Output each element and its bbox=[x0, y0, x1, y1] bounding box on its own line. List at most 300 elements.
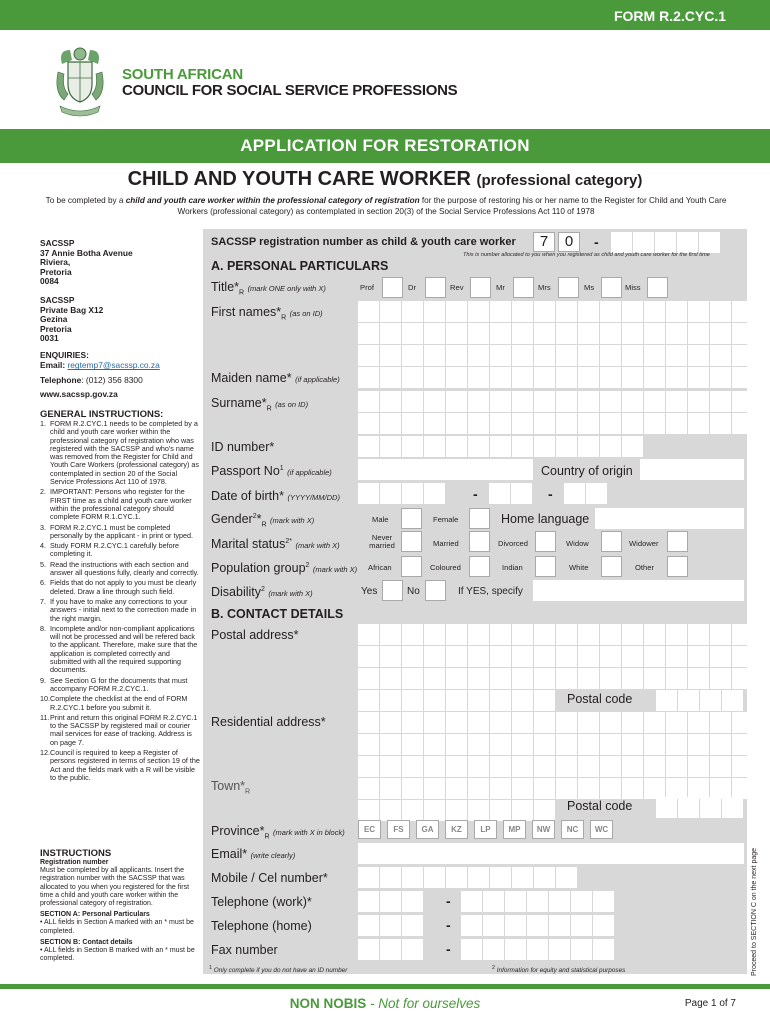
char-box[interactable] bbox=[666, 734, 687, 755]
char-box[interactable] bbox=[710, 778, 731, 799]
char-box[interactable] bbox=[578, 345, 599, 366]
char-box[interactable] bbox=[622, 367, 643, 388]
char-box[interactable] bbox=[710, 624, 731, 645]
char-box[interactable] bbox=[688, 367, 709, 388]
digit-box[interactable] bbox=[678, 797, 699, 818]
char-box[interactable] bbox=[424, 624, 445, 645]
char-box[interactable] bbox=[534, 367, 555, 388]
char-box[interactable] bbox=[710, 301, 731, 322]
char-box[interactable] bbox=[622, 624, 643, 645]
char-box[interactable] bbox=[710, 345, 731, 366]
title-checkbox-mr[interactable] bbox=[513, 277, 534, 298]
char-box[interactable] bbox=[622, 345, 643, 366]
char-box[interactable] bbox=[402, 624, 423, 645]
char-box[interactable] bbox=[534, 345, 555, 366]
postal-address-boxes[interactable] bbox=[358, 646, 753, 667]
char-box[interactable] bbox=[468, 323, 489, 344]
char-box[interactable] bbox=[666, 413, 687, 434]
digit-box[interactable] bbox=[512, 867, 533, 888]
char-box[interactable] bbox=[446, 800, 467, 821]
char-box[interactable] bbox=[512, 690, 533, 711]
digit-box[interactable] bbox=[534, 867, 555, 888]
char-box[interactable] bbox=[578, 391, 599, 412]
gender-checkbox-female[interactable] bbox=[469, 508, 490, 529]
char-box[interactable] bbox=[358, 668, 379, 689]
char-box[interactable] bbox=[556, 367, 577, 388]
digit-box[interactable] bbox=[402, 891, 423, 912]
char-box[interactable] bbox=[468, 734, 489, 755]
char-box[interactable] bbox=[358, 778, 379, 799]
maiden-name-boxes[interactable] bbox=[358, 367, 753, 388]
char-box[interactable] bbox=[732, 624, 753, 645]
digit-box[interactable] bbox=[505, 939, 526, 960]
province-box-fs[interactable]: FS bbox=[387, 820, 410, 839]
char-box[interactable] bbox=[534, 323, 555, 344]
char-box[interactable] bbox=[490, 668, 511, 689]
char-box[interactable] bbox=[468, 712, 489, 733]
char-box[interactable] bbox=[380, 690, 401, 711]
disability-specify-input[interactable] bbox=[533, 580, 744, 601]
char-box[interactable] bbox=[534, 800, 555, 821]
char-box[interactable] bbox=[490, 345, 511, 366]
char-box[interactable] bbox=[556, 778, 577, 799]
char-box[interactable] bbox=[732, 301, 753, 322]
char-box[interactable] bbox=[358, 734, 379, 755]
digit-box[interactable] bbox=[380, 939, 401, 960]
marital-checkbox-widow[interactable] bbox=[601, 531, 622, 552]
char-box[interactable] bbox=[402, 646, 423, 667]
char-box[interactable] bbox=[578, 712, 599, 733]
digit-box[interactable] bbox=[402, 939, 423, 960]
char-box[interactable] bbox=[578, 301, 599, 322]
char-box[interactable] bbox=[402, 734, 423, 755]
char-box[interactable] bbox=[688, 301, 709, 322]
postal-address-boxes[interactable] bbox=[358, 690, 555, 711]
home-language-input[interactable] bbox=[595, 508, 744, 529]
char-box[interactable] bbox=[622, 734, 643, 755]
char-box[interactable] bbox=[534, 624, 555, 645]
char-box[interactable] bbox=[732, 646, 753, 667]
char-box[interactable] bbox=[556, 734, 577, 755]
char-box[interactable] bbox=[556, 413, 577, 434]
char-box[interactable] bbox=[424, 301, 445, 322]
char-box[interactable] bbox=[688, 646, 709, 667]
digit-box[interactable] bbox=[424, 483, 445, 504]
postal-address-boxes[interactable] bbox=[358, 624, 753, 645]
char-box[interactable] bbox=[446, 668, 467, 689]
char-box[interactable] bbox=[688, 756, 709, 777]
char-box[interactable] bbox=[556, 345, 577, 366]
reg-digit-box[interactable] bbox=[655, 232, 676, 253]
char-box[interactable] bbox=[622, 712, 643, 733]
population-checkbox-african[interactable] bbox=[401, 556, 422, 577]
title-checkbox-prof[interactable] bbox=[382, 277, 403, 298]
char-box[interactable] bbox=[468, 413, 489, 434]
char-box[interactable] bbox=[512, 301, 533, 322]
char-box[interactable] bbox=[380, 734, 401, 755]
char-box[interactable] bbox=[600, 301, 621, 322]
province-box-ec[interactable]: EC bbox=[358, 820, 381, 839]
residential-address-boxes[interactable] bbox=[358, 734, 753, 755]
char-box[interactable] bbox=[380, 301, 401, 322]
char-box[interactable] bbox=[468, 646, 489, 667]
digit-box[interactable] bbox=[380, 867, 401, 888]
digit-box[interactable] bbox=[593, 891, 614, 912]
population-checkbox-other[interactable] bbox=[667, 556, 688, 577]
first-names-boxes[interactable] bbox=[358, 323, 753, 344]
digit-box[interactable] bbox=[483, 939, 504, 960]
char-box[interactable] bbox=[424, 800, 445, 821]
char-box[interactable] bbox=[446, 646, 467, 667]
tel-work-boxes[interactable] bbox=[461, 891, 614, 912]
digit-box[interactable] bbox=[490, 436, 511, 457]
char-box[interactable] bbox=[490, 756, 511, 777]
char-box[interactable] bbox=[534, 712, 555, 733]
reg-digit-box[interactable] bbox=[611, 232, 632, 253]
char-box[interactable] bbox=[534, 690, 555, 711]
char-box[interactable] bbox=[534, 391, 555, 412]
disability-checkbox-no[interactable] bbox=[425, 580, 446, 601]
char-box[interactable] bbox=[688, 345, 709, 366]
digit-box[interactable] bbox=[380, 436, 401, 457]
dob-day-boxes[interactable] bbox=[564, 483, 607, 504]
char-box[interactable] bbox=[446, 734, 467, 755]
digit-box[interactable] bbox=[446, 436, 467, 457]
digit-box[interactable] bbox=[358, 436, 379, 457]
residential-address-boxes[interactable] bbox=[358, 756, 753, 777]
char-box[interactable] bbox=[512, 668, 533, 689]
digit-box[interactable] bbox=[483, 915, 504, 936]
digit-box[interactable] bbox=[461, 939, 482, 960]
char-box[interactable] bbox=[468, 301, 489, 322]
digit-box[interactable] bbox=[722, 690, 743, 711]
char-box[interactable] bbox=[446, 690, 467, 711]
char-box[interactable] bbox=[710, 756, 731, 777]
title-checkbox-rev[interactable] bbox=[470, 277, 491, 298]
char-box[interactable] bbox=[402, 712, 423, 733]
digit-box[interactable] bbox=[380, 483, 401, 504]
char-box[interactable] bbox=[380, 800, 401, 821]
char-box[interactable] bbox=[402, 391, 423, 412]
fax-code-boxes[interactable] bbox=[358, 939, 423, 960]
char-box[interactable] bbox=[666, 778, 687, 799]
char-box[interactable] bbox=[402, 345, 423, 366]
char-box[interactable] bbox=[424, 345, 445, 366]
char-box[interactable] bbox=[446, 323, 467, 344]
char-box[interactable] bbox=[600, 668, 621, 689]
char-box[interactable] bbox=[644, 345, 665, 366]
char-box[interactable] bbox=[512, 367, 533, 388]
char-box[interactable] bbox=[468, 367, 489, 388]
reg-number-boxes[interactable] bbox=[611, 232, 720, 253]
town-boxes[interactable] bbox=[358, 778, 753, 799]
first-names-boxes[interactable] bbox=[358, 345, 753, 366]
surname-boxes[interactable] bbox=[358, 391, 753, 412]
digit-box[interactable] bbox=[402, 436, 423, 457]
digit-box[interactable] bbox=[468, 436, 489, 457]
digit-box[interactable] bbox=[578, 436, 599, 457]
char-box[interactable] bbox=[556, 624, 577, 645]
char-box[interactable] bbox=[490, 646, 511, 667]
char-box[interactable] bbox=[402, 301, 423, 322]
char-box[interactable] bbox=[666, 323, 687, 344]
email-input[interactable] bbox=[358, 843, 744, 864]
digit-box[interactable] bbox=[549, 915, 570, 936]
char-box[interactable] bbox=[534, 734, 555, 755]
char-box[interactable] bbox=[666, 345, 687, 366]
char-box[interactable] bbox=[512, 413, 533, 434]
char-box[interactable] bbox=[666, 712, 687, 733]
char-box[interactable] bbox=[358, 301, 379, 322]
char-box[interactable] bbox=[402, 690, 423, 711]
digit-box[interactable] bbox=[700, 797, 721, 818]
char-box[interactable] bbox=[490, 323, 511, 344]
char-box[interactable] bbox=[732, 345, 753, 366]
char-box[interactable] bbox=[358, 800, 379, 821]
digit-box[interactable] bbox=[358, 891, 379, 912]
char-box[interactable] bbox=[644, 646, 665, 667]
char-box[interactable] bbox=[622, 778, 643, 799]
char-box[interactable] bbox=[622, 391, 643, 412]
population-checkbox-white[interactable] bbox=[601, 556, 622, 577]
char-box[interactable] bbox=[710, 712, 731, 733]
reg-digit-box[interactable] bbox=[699, 232, 720, 253]
digit-box[interactable] bbox=[600, 436, 621, 457]
char-box[interactable] bbox=[666, 624, 687, 645]
char-box[interactable] bbox=[644, 778, 665, 799]
char-box[interactable] bbox=[380, 756, 401, 777]
dob-year-boxes[interactable] bbox=[358, 483, 445, 504]
disability-checkbox-yes[interactable] bbox=[382, 580, 403, 601]
char-box[interactable] bbox=[512, 323, 533, 344]
char-box[interactable] bbox=[710, 391, 731, 412]
dob-month-boxes[interactable] bbox=[489, 483, 532, 504]
char-box[interactable] bbox=[534, 301, 555, 322]
char-box[interactable] bbox=[512, 624, 533, 645]
char-box[interactable] bbox=[490, 301, 511, 322]
digit-box[interactable] bbox=[656, 690, 677, 711]
char-box[interactable] bbox=[446, 624, 467, 645]
char-box[interactable] bbox=[358, 367, 379, 388]
passport-input[interactable] bbox=[358, 459, 533, 480]
char-box[interactable] bbox=[688, 734, 709, 755]
char-box[interactable] bbox=[534, 668, 555, 689]
char-box[interactable] bbox=[644, 624, 665, 645]
char-box[interactable] bbox=[380, 367, 401, 388]
char-box[interactable] bbox=[446, 345, 467, 366]
reg-digit-box[interactable]: 7 bbox=[533, 232, 555, 252]
char-box[interactable] bbox=[424, 712, 445, 733]
digit-box[interactable] bbox=[593, 939, 614, 960]
province-box-lp[interactable]: LP bbox=[474, 820, 497, 839]
char-box[interactable] bbox=[644, 367, 665, 388]
reg-digit-box[interactable] bbox=[677, 232, 698, 253]
char-box[interactable] bbox=[666, 646, 687, 667]
digit-box[interactable] bbox=[512, 436, 533, 457]
char-box[interactable] bbox=[732, 778, 753, 799]
char-box[interactable] bbox=[424, 646, 445, 667]
char-box[interactable] bbox=[644, 734, 665, 755]
char-box[interactable] bbox=[600, 624, 621, 645]
marital-checkbox-married[interactable] bbox=[469, 531, 490, 552]
digit-box[interactable] bbox=[402, 483, 423, 504]
digit-box[interactable] bbox=[527, 939, 548, 960]
char-box[interactable] bbox=[424, 778, 445, 799]
digit-box[interactable] bbox=[424, 867, 445, 888]
char-box[interactable] bbox=[622, 668, 643, 689]
char-box[interactable] bbox=[380, 323, 401, 344]
char-box[interactable] bbox=[380, 778, 401, 799]
digit-box[interactable] bbox=[678, 690, 699, 711]
char-box[interactable] bbox=[446, 712, 467, 733]
char-box[interactable] bbox=[644, 756, 665, 777]
marital-checkbox-widower[interactable] bbox=[667, 531, 688, 552]
char-box[interactable] bbox=[710, 646, 731, 667]
char-box[interactable] bbox=[424, 323, 445, 344]
char-box[interactable] bbox=[600, 778, 621, 799]
char-box[interactable] bbox=[490, 413, 511, 434]
title-checkbox-dr[interactable] bbox=[425, 277, 446, 298]
char-box[interactable] bbox=[666, 668, 687, 689]
char-box[interactable] bbox=[732, 668, 753, 689]
digit-box[interactable] bbox=[358, 867, 379, 888]
char-box[interactable] bbox=[446, 778, 467, 799]
province-box-nw[interactable]: NW bbox=[532, 820, 555, 839]
char-box[interactable] bbox=[600, 712, 621, 733]
char-box[interactable] bbox=[578, 367, 599, 388]
char-box[interactable] bbox=[424, 668, 445, 689]
province-box-ga[interactable]: GA bbox=[416, 820, 439, 839]
tel-home-boxes[interactable] bbox=[461, 915, 614, 936]
char-box[interactable] bbox=[402, 323, 423, 344]
char-box[interactable] bbox=[732, 734, 753, 755]
tel-work-code-boxes[interactable] bbox=[358, 891, 423, 912]
digit-box[interactable] bbox=[527, 915, 548, 936]
char-box[interactable] bbox=[710, 734, 731, 755]
digit-box[interactable] bbox=[483, 891, 504, 912]
postal-code-boxes-2[interactable] bbox=[656, 797, 743, 818]
char-box[interactable] bbox=[402, 367, 423, 388]
char-box[interactable] bbox=[600, 413, 621, 434]
digit-box[interactable] bbox=[700, 690, 721, 711]
char-box[interactable] bbox=[446, 756, 467, 777]
char-box[interactable] bbox=[600, 367, 621, 388]
char-box[interactable] bbox=[688, 712, 709, 733]
char-box[interactable] bbox=[556, 668, 577, 689]
char-box[interactable] bbox=[534, 778, 555, 799]
email-link[interactable]: regtemp7@sacssp.co.za bbox=[67, 360, 160, 371]
province-box-kz[interactable]: KZ bbox=[445, 820, 468, 839]
char-box[interactable] bbox=[644, 301, 665, 322]
char-box[interactable] bbox=[578, 734, 599, 755]
char-box[interactable] bbox=[556, 323, 577, 344]
char-box[interactable] bbox=[600, 756, 621, 777]
digit-box[interactable] bbox=[586, 483, 607, 504]
char-box[interactable] bbox=[424, 690, 445, 711]
char-box[interactable] bbox=[446, 391, 467, 412]
char-box[interactable] bbox=[424, 756, 445, 777]
digit-box[interactable] bbox=[656, 797, 677, 818]
char-box[interactable] bbox=[512, 800, 533, 821]
char-box[interactable] bbox=[358, 690, 379, 711]
char-box[interactable] bbox=[710, 668, 731, 689]
province-box-nc[interactable]: NC bbox=[561, 820, 584, 839]
char-box[interactable] bbox=[578, 413, 599, 434]
surname-boxes[interactable] bbox=[358, 413, 753, 434]
digit-box[interactable] bbox=[490, 867, 511, 888]
char-box[interactable] bbox=[534, 756, 555, 777]
char-box[interactable] bbox=[446, 301, 467, 322]
first-names-boxes[interactable] bbox=[358, 301, 753, 322]
char-box[interactable] bbox=[622, 323, 643, 344]
digit-box[interactable] bbox=[489, 483, 510, 504]
char-box[interactable] bbox=[468, 690, 489, 711]
char-box[interactable] bbox=[468, 624, 489, 645]
title-checkbox-mrs[interactable] bbox=[558, 277, 579, 298]
digit-box[interactable] bbox=[446, 867, 467, 888]
char-box[interactable] bbox=[380, 345, 401, 366]
char-box[interactable] bbox=[644, 391, 665, 412]
digit-box[interactable] bbox=[556, 436, 577, 457]
char-box[interactable] bbox=[578, 778, 599, 799]
char-box[interactable] bbox=[468, 778, 489, 799]
digit-box[interactable] bbox=[593, 915, 614, 936]
char-box[interactable] bbox=[490, 391, 511, 412]
digit-box[interactable] bbox=[549, 939, 570, 960]
char-box[interactable] bbox=[556, 391, 577, 412]
digit-box[interactable] bbox=[461, 915, 482, 936]
char-box[interactable] bbox=[622, 413, 643, 434]
char-box[interactable] bbox=[490, 800, 511, 821]
char-box[interactable] bbox=[732, 712, 753, 733]
char-box[interactable] bbox=[402, 756, 423, 777]
postal-address-boxes[interactable] bbox=[358, 668, 753, 689]
char-box[interactable] bbox=[512, 734, 533, 755]
digit-box[interactable] bbox=[402, 915, 423, 936]
char-box[interactable] bbox=[732, 413, 753, 434]
char-box[interactable] bbox=[556, 646, 577, 667]
char-box[interactable] bbox=[688, 778, 709, 799]
digit-box[interactable] bbox=[505, 915, 526, 936]
province-box-mp[interactable]: MP bbox=[503, 820, 526, 839]
char-box[interactable] bbox=[600, 391, 621, 412]
char-box[interactable] bbox=[358, 756, 379, 777]
digit-box[interactable] bbox=[402, 867, 423, 888]
digit-box[interactable] bbox=[571, 939, 592, 960]
char-box[interactable] bbox=[556, 301, 577, 322]
digit-box[interactable] bbox=[424, 436, 445, 457]
char-box[interactable] bbox=[732, 756, 753, 777]
digit-box[interactable] bbox=[358, 483, 379, 504]
char-box[interactable] bbox=[644, 413, 665, 434]
digit-box[interactable] bbox=[461, 891, 482, 912]
digit-box[interactable] bbox=[622, 436, 643, 457]
char-box[interactable] bbox=[578, 668, 599, 689]
char-box[interactable] bbox=[710, 367, 731, 388]
char-box[interactable] bbox=[732, 323, 753, 344]
tel-home-code-boxes[interactable] bbox=[358, 915, 423, 936]
town-boxes[interactable] bbox=[358, 800, 555, 821]
digit-box[interactable] bbox=[505, 891, 526, 912]
char-box[interactable] bbox=[380, 668, 401, 689]
country-of-origin-input[interactable] bbox=[640, 459, 744, 480]
reg-digit-box[interactable]: 0 bbox=[558, 232, 580, 252]
digit-box[interactable] bbox=[564, 483, 585, 504]
mobile-boxes[interactable] bbox=[358, 867, 577, 888]
char-box[interactable] bbox=[490, 712, 511, 733]
digit-box[interactable] bbox=[358, 939, 379, 960]
char-box[interactable] bbox=[512, 712, 533, 733]
